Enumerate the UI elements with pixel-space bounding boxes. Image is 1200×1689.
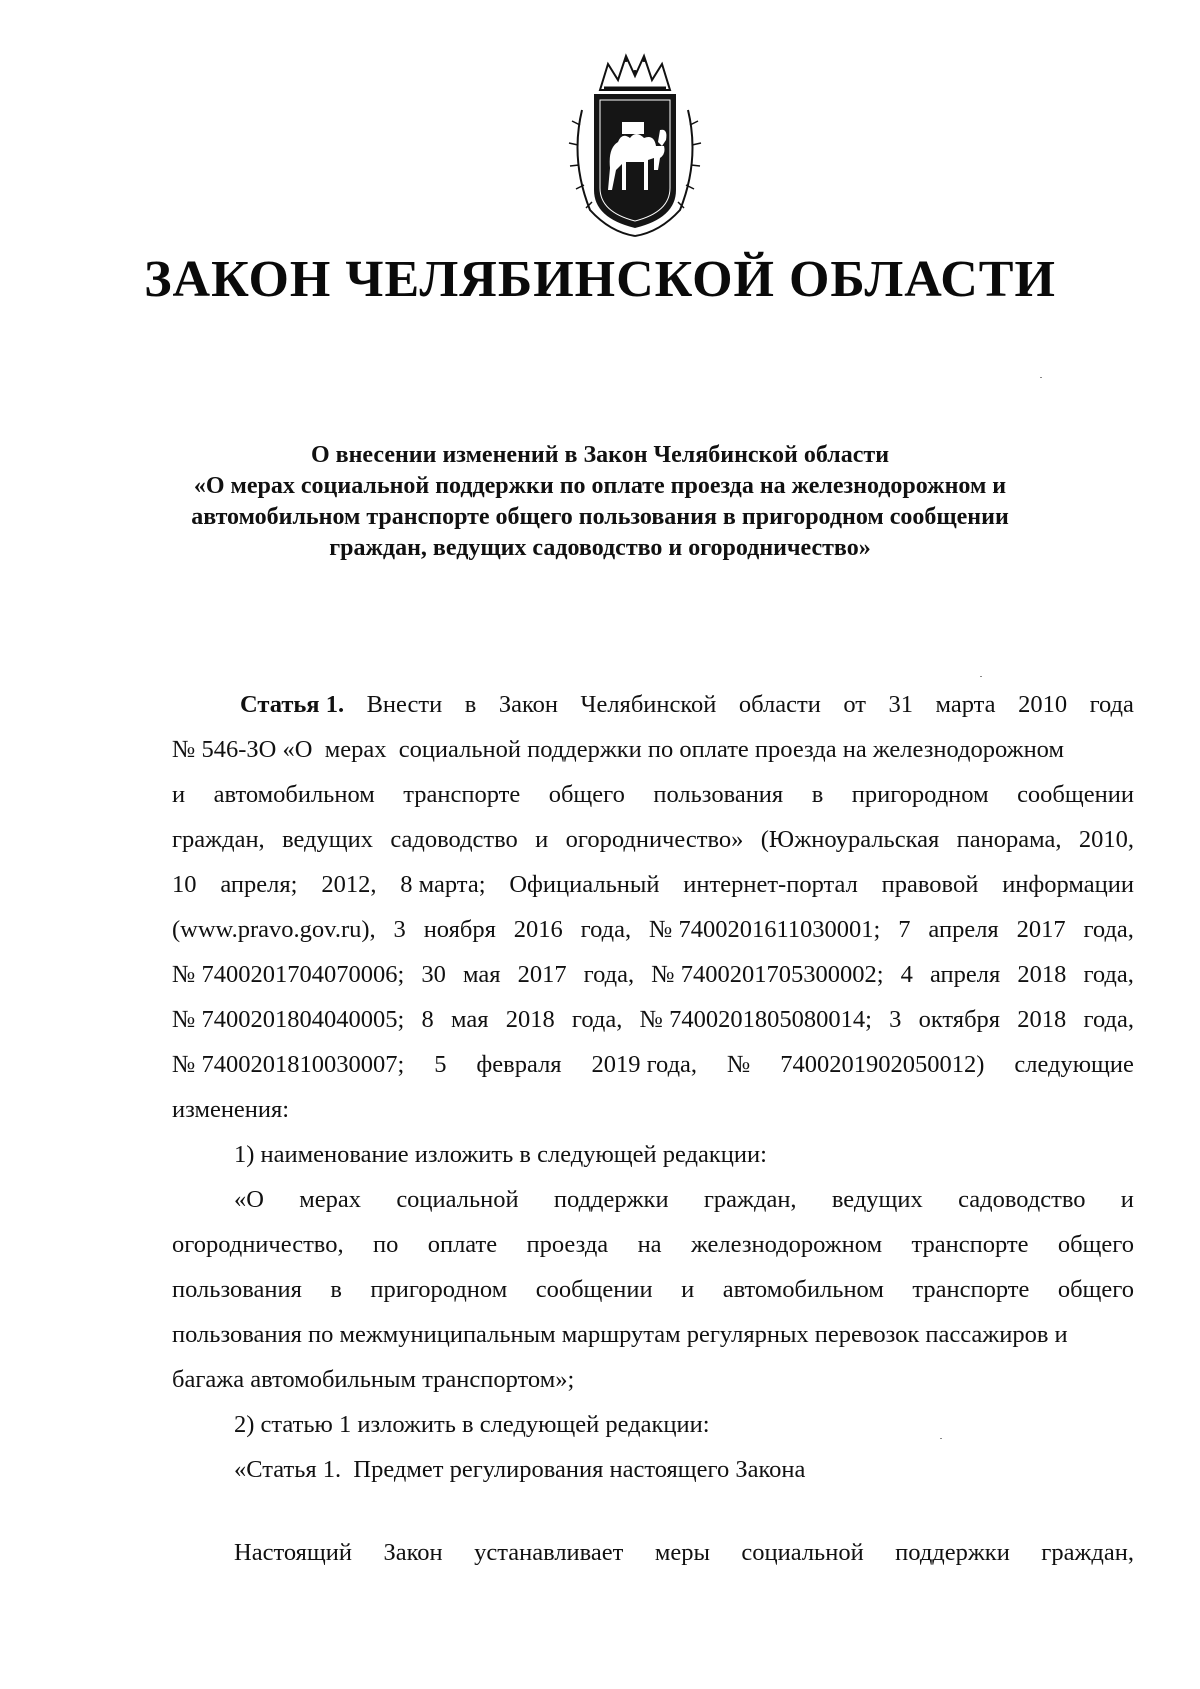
word: на — [637, 1231, 662, 1258]
line-text: пользования по межмуниципальным маршрутам регулярных перевозок пассажиров и — [172, 1321, 1068, 1348]
quote-line — [172, 1267, 1134, 1312]
scan-speck — [1040, 377, 1042, 378]
word: апреля — [929, 961, 1001, 988]
line-text: № 546-ЗО «О мерах социальной поддержки по оплате проезда на железнодорожном — [172, 736, 1064, 763]
article-label: Статья 1. — [240, 691, 345, 718]
word: проезда — [526, 1231, 609, 1258]
word: № 7400201804040005; — [172, 1006, 405, 1033]
word: железнодорожном — [690, 1231, 883, 1258]
word: 3 — [393, 916, 406, 943]
word: Настоящий — [234, 1539, 352, 1566]
word: (www.pravo.gov.ru), — [172, 916, 376, 943]
word: № 7400201705300002; — [651, 961, 884, 988]
word: панорама, — [956, 826, 1062, 853]
word: Челябинской — [580, 691, 717, 718]
word: апреля — [928, 916, 999, 943]
word: 31 — [888, 691, 913, 718]
paragraph-line — [172, 1042, 1134, 1087]
scan-speck — [940, 1438, 942, 1439]
word: 10 — [172, 871, 197, 898]
law-body — [172, 682, 1134, 1575]
word: № — [726, 1051, 751, 1078]
word: ведущих — [831, 1186, 923, 1213]
word: 2018 — [1017, 961, 1067, 988]
word: 2016 — [513, 916, 563, 943]
word: информации — [1002, 871, 1134, 898]
word: 4 — [900, 961, 913, 988]
word: № 7400201704070006; — [172, 961, 405, 988]
word: 7 — [898, 916, 911, 943]
quote-line — [172, 1357, 1134, 1402]
word: автомобильном — [213, 781, 375, 808]
word: огородничество» — [565, 826, 744, 853]
word: сообщении — [535, 1276, 653, 1303]
word: садоводство — [390, 826, 518, 853]
word: апреля; — [220, 871, 298, 898]
paragraph-line — [172, 997, 1134, 1042]
word: пригородном — [370, 1276, 508, 1303]
word: по — [372, 1231, 399, 1258]
word: в — [464, 691, 477, 718]
word: 30 — [421, 961, 446, 988]
word: оплате — [427, 1231, 498, 1258]
word: транспорте — [403, 781, 521, 808]
word: пригородном — [851, 781, 989, 808]
word: области — [738, 691, 821, 718]
item-text: 2) статью 1 изложить в следующей редакции: — [234, 1411, 710, 1438]
law-subtitle — [150, 440, 1050, 564]
word: № 7400201805080014; — [639, 1006, 872, 1033]
word: общего — [1057, 1276, 1134, 1303]
paragraph-line — [172, 1087, 1134, 1132]
word: меры — [654, 1539, 710, 1566]
word: граждан, — [703, 1186, 797, 1213]
heading-text: «Статья 1. Предмет регулирования настоящего Закона — [234, 1456, 806, 1483]
word: 5 — [434, 1051, 447, 1078]
word: поддержки — [553, 1186, 669, 1213]
paragraph-line — [172, 862, 1134, 907]
paragraph-line — [172, 1530, 1134, 1575]
word: транспорте — [911, 1231, 1029, 1258]
paragraph-line — [172, 907, 1134, 952]
subtitle-line: О внесении изменений в Закон Челябинской области — [310, 442, 890, 468]
word: № 7400201810030007; — [172, 1051, 405, 1078]
word: 2018 — [1017, 1006, 1067, 1033]
quote-line — [172, 1222, 1134, 1267]
item-1 — [172, 1132, 1134, 1177]
line-text: изменения: — [172, 1096, 290, 1123]
word: года, — [1083, 916, 1134, 943]
word: № 7400201611030001; — [648, 916, 881, 943]
item-text: 1) наименование изложить в следующей редакции: — [234, 1141, 767, 1168]
paragraph-line — [172, 772, 1134, 817]
quote-line — [172, 1177, 1134, 1222]
word: правовой — [881, 871, 979, 898]
word: 2017 — [517, 961, 567, 988]
chelyabinsk-coat-of-arms-icon — [560, 50, 710, 240]
word: 2018 — [505, 1006, 555, 1033]
word: огородничество, — [172, 1231, 344, 1258]
word: Официальный — [509, 871, 660, 898]
word: 2010, — [1078, 826, 1134, 853]
word: года, — [1083, 1006, 1134, 1033]
word: граждан, — [1041, 1539, 1134, 1566]
word: пользования — [653, 781, 784, 808]
subtitle-line: граждан, ведущих садоводство и огородничество» — [329, 535, 871, 561]
word: марта — [935, 691, 996, 718]
word: транспорте — [912, 1276, 1030, 1303]
word: социальной — [741, 1539, 864, 1566]
word: февраля — [476, 1051, 562, 1078]
word: 2010 — [1018, 691, 1068, 718]
word: 3 — [889, 1006, 902, 1033]
article-heading — [172, 1447, 1134, 1492]
article-first-line — [172, 682, 1134, 727]
word: октября — [918, 1006, 1001, 1033]
word: общего — [548, 781, 625, 808]
word: «О — [234, 1186, 264, 1213]
word: мая — [463, 961, 501, 988]
word: и — [535, 826, 549, 853]
word: садоводство — [958, 1186, 1086, 1213]
word: ноября — [423, 916, 496, 943]
word: года — [1089, 691, 1134, 718]
word: автомобильном — [722, 1276, 884, 1303]
word: Внести — [366, 691, 443, 718]
word: года, — [1083, 961, 1134, 988]
word: года, — [583, 961, 635, 988]
word: года, — [580, 916, 632, 943]
word: интернет-портал — [683, 871, 858, 898]
word: общего — [1057, 1231, 1134, 1258]
word: года, — [571, 1006, 623, 1033]
word: 8 — [421, 1006, 434, 1033]
word: в — [811, 781, 824, 808]
word: и — [172, 781, 186, 808]
word: 2017 — [1016, 916, 1066, 943]
paragraph-line — [172, 727, 1134, 772]
word: (Южноуральская — [760, 826, 940, 853]
subtitle-line: «О мерах социальной поддержки по оплате проезда на железнодорожном и — [193, 473, 1007, 499]
word: ведущих — [282, 826, 373, 853]
word: следующие — [1014, 1051, 1134, 1078]
word: поддержки — [895, 1539, 1010, 1566]
paragraph-line — [172, 952, 1134, 997]
word: пользования — [172, 1276, 302, 1303]
law-title: ЗАКОН ЧЕЛЯБИНСКОЙ ОБЛАСТИ — [144, 251, 1056, 308]
word: 2019 года, — [591, 1051, 698, 1078]
word: в — [330, 1276, 342, 1303]
scan-speck — [980, 676, 982, 677]
word: мая — [451, 1006, 489, 1033]
word: устанавливает — [474, 1539, 624, 1566]
word: 2012, — [321, 871, 377, 898]
word: и — [681, 1276, 695, 1303]
word: 7400201902050012) — [780, 1051, 985, 1078]
word: граждан, — [172, 826, 265, 853]
line-text: багажа автомобильным транспортом»; — [172, 1366, 575, 1393]
word: сообщении — [1017, 781, 1134, 808]
item-2 — [172, 1402, 1134, 1447]
paragraph-line — [172, 817, 1134, 862]
word: 8 марта; — [400, 871, 486, 898]
subtitle-line: автомобильном транспорте общего пользования в пригородном сообщении — [191, 504, 1009, 530]
word: от — [843, 691, 866, 718]
word: мерах — [299, 1186, 362, 1213]
word: социальной — [396, 1186, 519, 1213]
word: Закон — [498, 691, 559, 718]
word: и — [1120, 1186, 1134, 1213]
word: Закон — [383, 1539, 443, 1566]
quote-line — [172, 1312, 1134, 1357]
